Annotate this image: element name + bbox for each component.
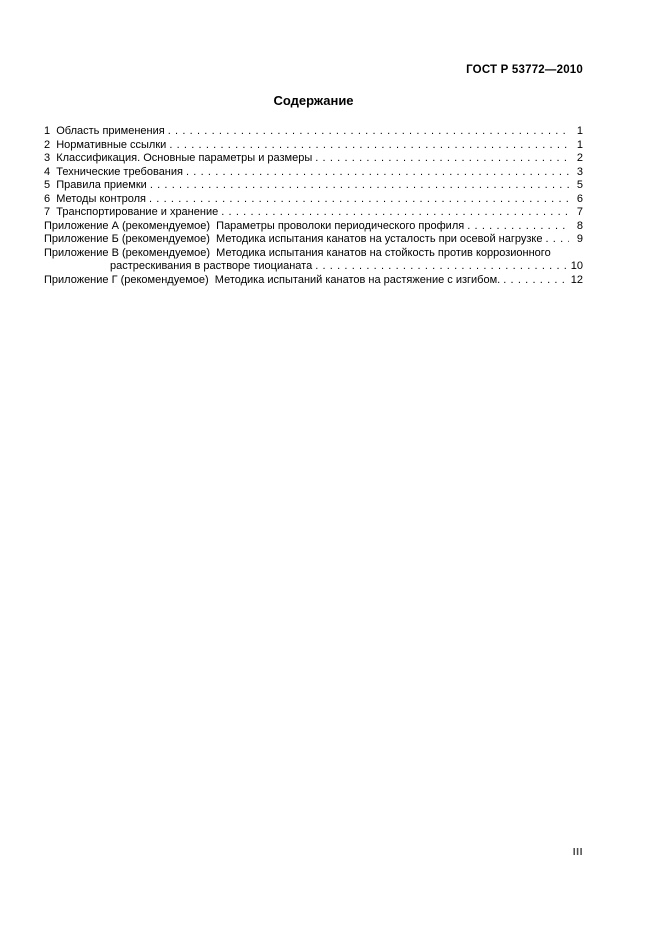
toc-list [44,125,583,287]
toc-entry-page: 9 [576,233,583,245]
document-designation: ГОСТ Р 53772—2010 [466,64,583,76]
dot-leader [500,274,569,288]
dot-leader [464,220,569,234]
toc-entry-label: 2 Нормативные ссылки [44,138,167,151]
toc-entry-page: 10 [570,260,583,272]
toc-entry-page: 7 [576,206,583,218]
toc-entry-page: 6 [576,192,583,205]
dot-leader [166,139,569,153]
toc-entry [44,247,583,261]
dot-leader [146,193,569,207]
toc-entry-label: 5 Правила приемки [44,179,147,191]
toc-entry [44,179,583,193]
toc-entry-page: 2 [576,152,583,164]
toc-entry-label: 1 Область применения [44,125,165,137]
toc-entry-label: 3 Классификация. Основные параметры и размеры [44,152,313,164]
toc-entry-label: 7 Транспортирование и хранение [44,206,219,218]
toc-entry-page: 3 [576,165,583,178]
toc-entry-page: 12 [570,273,583,286]
toc-entry [44,166,583,180]
dot-leader [312,152,569,166]
toc-entry-page: 8 [576,219,583,232]
dot-leader [147,179,569,193]
toc-entry-label: 6 Методы контроля [44,192,146,205]
toc-entry [44,220,583,234]
dot-leader [183,166,569,180]
toc-entry [44,193,583,207]
toc-entry [44,206,583,220]
toc-entry-page: 1 [576,138,583,151]
toc-entry-label: Приложение В (рекомендуемое) Методика испытания канатов на стойкость против коррозионного [44,246,551,259]
toc-entry [110,260,583,274]
toc-entry-label: Приложение Б (рекомендуемое) Методика испытания канатов на усталость при осевой нагрузке [44,233,543,245]
toc-entry-page: 5 [576,179,583,191]
dot-leader [542,233,569,247]
toc-entry [44,139,583,153]
toc-entry-label: Приложение Г (рекомендуемое) Методика испытаний канатов на растяжение с изгибом. [44,273,501,286]
dot-leader [165,125,569,139]
dot-leader [218,206,569,220]
toc-entry-label: растрескивания в растворе тиоцианата [110,260,313,272]
toc-entry-label: 4 Технические требования [44,165,183,178]
toc-entry-label: Приложение А (рекомендуемое) Параметры проволоки периодического профиля [44,219,465,232]
page-title: Содержание [273,93,354,108]
toc-entry [44,274,583,288]
toc-entry [44,233,583,247]
toc-entry [44,152,583,166]
dot-leader [312,260,569,274]
page-number-folio: III [572,846,583,858]
toc-entry [44,125,583,139]
toc-entry-page: 1 [576,125,583,137]
